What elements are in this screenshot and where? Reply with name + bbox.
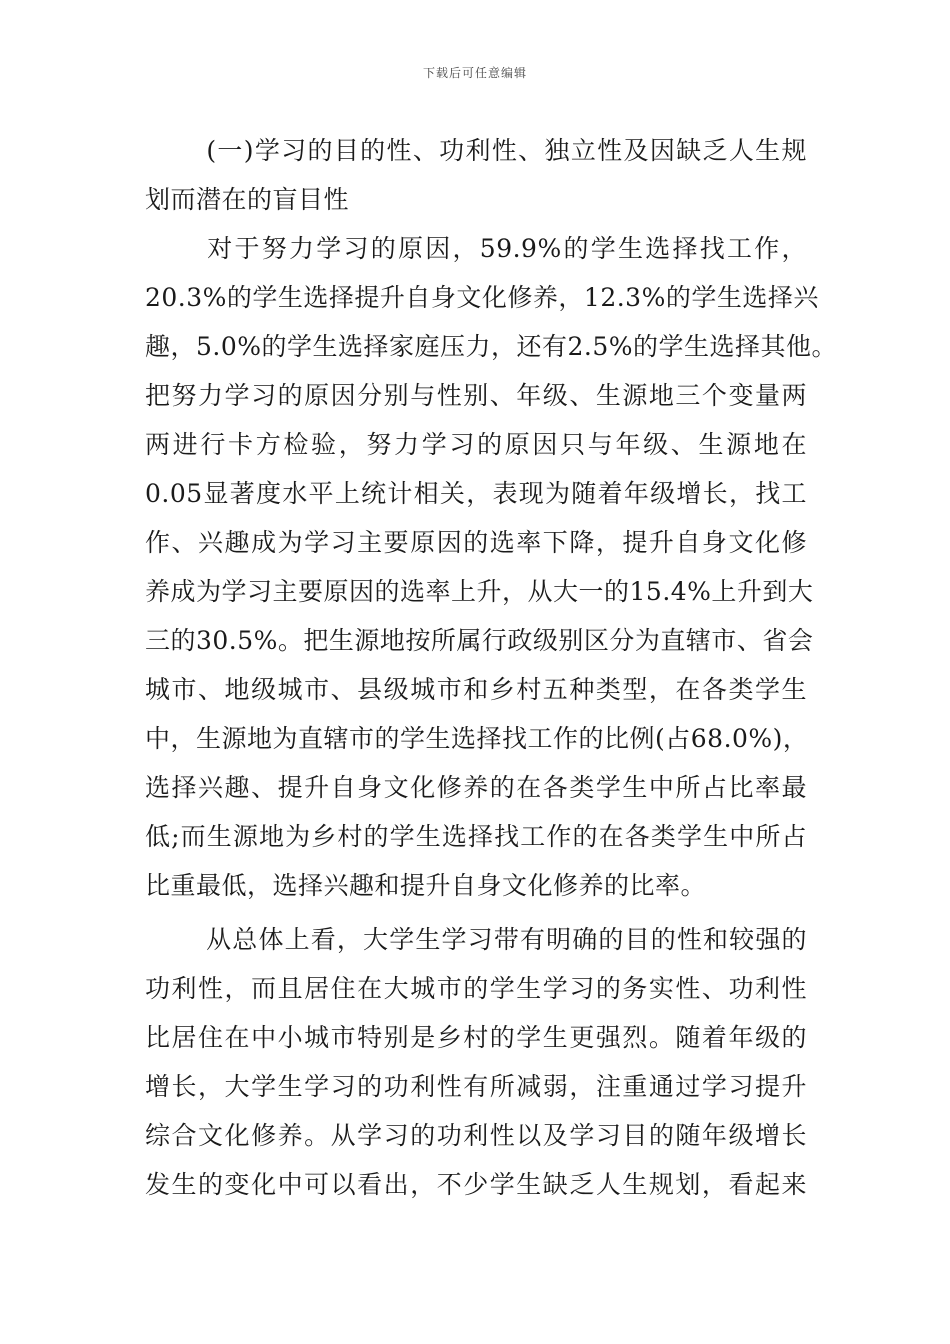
paragraph-1-line-8: 养成为学习主要原因的选率上升，从大一的15.4%上升到大 <box>145 577 814 606</box>
paragraph-1-line-3: 趣，5.0%的学生选择家庭压力，还有2.5%的学生选择其他。 <box>145 332 838 361</box>
paragraph-1-line-12: 选择兴趣、提升自身文化修养的在各类学生中所占比率最 <box>145 773 807 802</box>
section-heading-line-2: 划而潜在的盲目性 <box>145 185 350 214</box>
paragraph-1-line-9: 三的30.5%。把生源地按所属行政级别区分为直辖市、省会 <box>145 626 814 655</box>
paragraph-1-line-2: 20.3%的学生选择提升自身文化修养，12.3%的学生选择兴 <box>145 283 819 312</box>
section-heading-line-1: (一)学习的目的性、功利性、独立性及因缺乏人生规 <box>180 136 807 165</box>
paragraph-1-line-6: 0.05显著度水平上统计相关，表现为随着年级增长，找工 <box>145 479 807 508</box>
paragraph-1-line-1: 对于努力学习的原因，59.9%的学生选择找工作， <box>180 234 807 263</box>
paragraph-2-line-5: 综合文化修养。从学习的功利性以及学习目的随年级增长 <box>145 1121 807 1150</box>
paragraph-2-line-4: 增长，大学生学习的功利性有所减弱，注重通过学习提升 <box>145 1072 807 1101</box>
paragraph-1-line-11: 中，生源地为直辖市的学生选择找工作的比例(占68.0%)， <box>145 724 809 753</box>
paragraph-1-line-5: 两进行卡方检验，努力学习的原因只与年级、生源地在 <box>145 430 807 459</box>
paragraph-1-line-13: 低;而生源地为乡村的学生选择找工作的在各类学生中所占 <box>145 822 807 851</box>
paragraph-2-line-1: 从总体上看，大学生学习带有明确的目的性和较强的 <box>180 925 807 954</box>
paragraph-1-line-7: 作、兴趣成为学习主要原因的选率下降，提升自身文化修 <box>145 528 807 557</box>
paragraph-2-line-2: 功利性，而且居住在大城市的学生学习的务实性、功利性 <box>145 974 807 1003</box>
paragraph-2-line-3: 比居住在中小城市特别是乡村的学生更强烈。随着年级的 <box>145 1023 807 1052</box>
paragraph-2-line-6: 发生的变化中可以看出，不少学生缺乏人生规划，看起来 <box>145 1170 807 1199</box>
paragraph-1-line-10: 城市、地级城市、县级城市和乡村五种类型，在各类学生 <box>145 675 807 704</box>
paragraph-1-line-4: 把努力学习的原因分别与性别、年级、生源地三个变量两 <box>145 381 807 410</box>
header-note: 下载后可任意编辑 <box>422 66 527 80</box>
paragraph-1-line-14: 比重最低，选择兴趣和提升自身文化修养的比率。 <box>145 871 707 900</box>
